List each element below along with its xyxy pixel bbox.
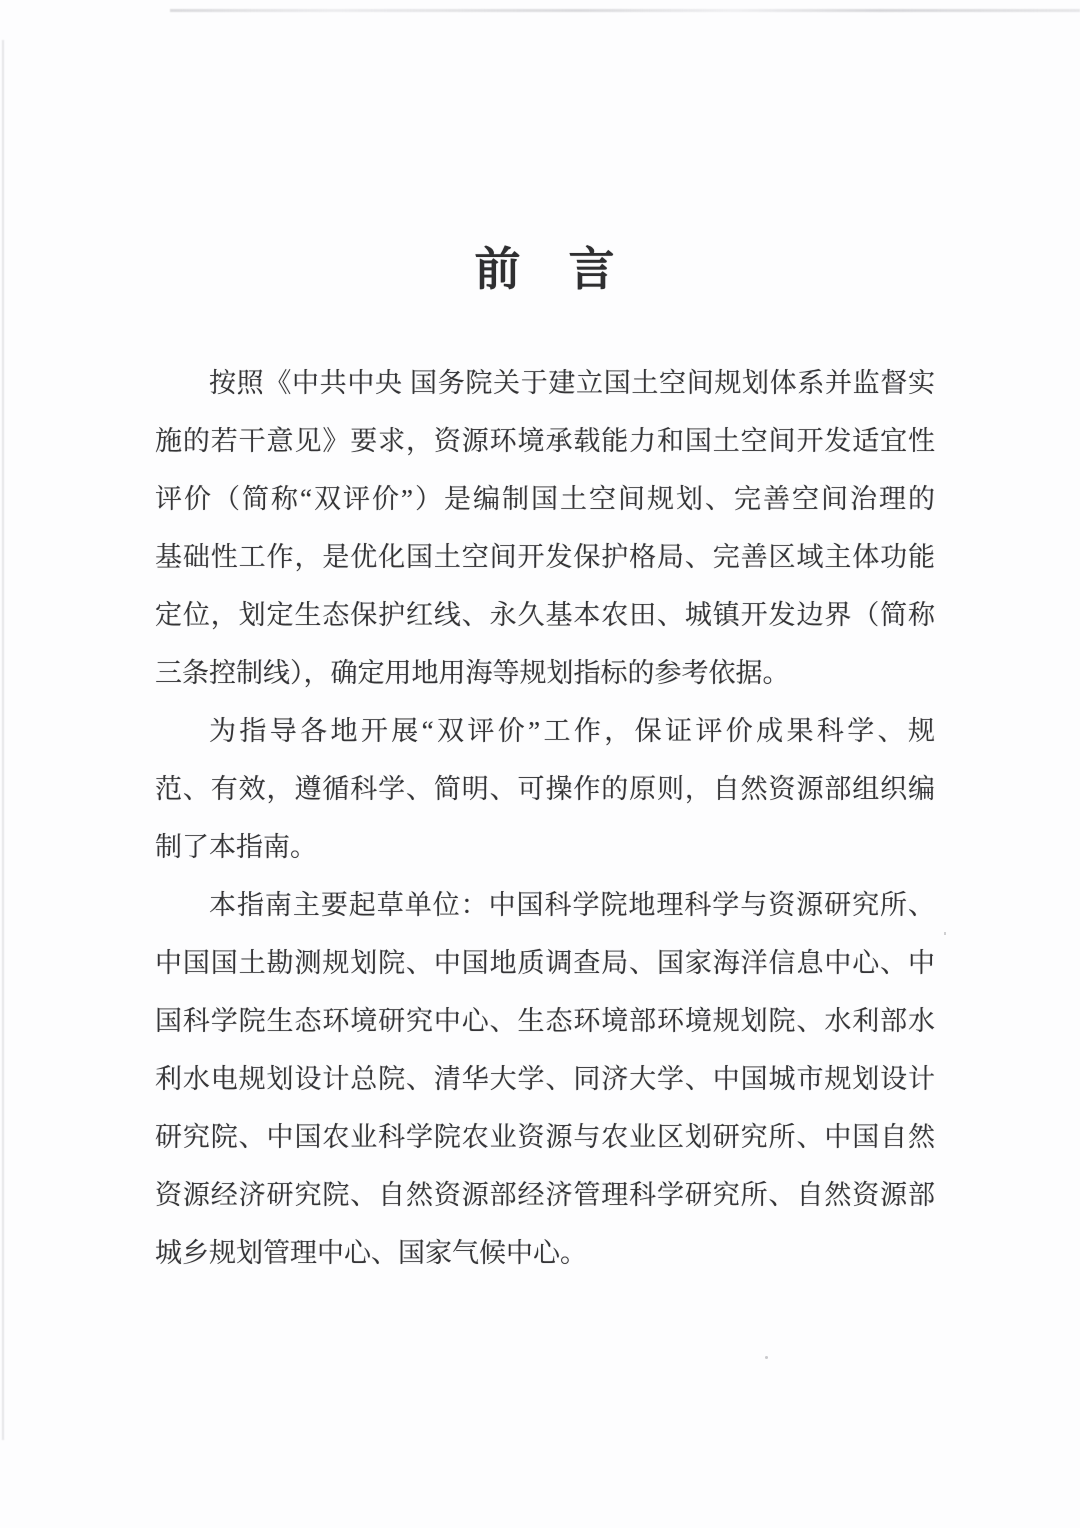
scan-left-edge-artifact [2,40,4,1440]
text-line: 研究院、中国农业科学院农业资源与农业区划研究所、中国自然 [155,1122,935,1152]
text-line: 三条控制线），确定用地用海等规划指标的参考依据。 [155,658,790,688]
text-line: 中国国土勘测规划院、中国地质调查局、国家海洋信息中心、中 [155,948,935,978]
text-line: 资源经济研究院、自然资源部经济管理科学研究所、自然资源部 [155,1180,935,1210]
page-title: 前 言 [474,244,616,295]
text-line: 定位，划定生态保护红线、永久基本农田、城镇开发边界（简称 [155,600,935,630]
scan-top-edge-artifact [170,9,1080,12]
preface-body [155,354,935,1282]
text-line: 本指南主要起草单位：中国科学院地理科学与资源研究所、 [209,890,935,920]
text-line: 城乡规划管理中心、国家气候中心。 [155,1238,587,1268]
text-line: 制了本指南。 [155,832,317,862]
text-line: 利水电规划设计总院、清华大学、同济大学、中国城市规划设计 [155,1064,935,1094]
text-line: 国科学院生态环境研究中心、生态环境部环境规划院、水利部水 [155,1006,935,1036]
scan-speck [944,932,946,935]
text-line: 评价（简称“双评价”）是编制国土空间规划、完善空间治理的 [155,484,935,514]
text-line: 按照《中共中央 国务院关于建立国土空间规划体系并监督实 [209,368,935,398]
text-line: 基础性工作，是优化国土空间开发保护格局、完善区域主体功能 [155,542,935,572]
scan-speck [765,1356,768,1359]
text-line: 为指导各地开展“双评价”工作，保证评价成果科学、规 [209,716,935,746]
text-line: 施的若干意见》要求，资源环境承载能力和国土空间开发适宜性 [155,426,935,456]
text-line: 范、有效，遵循科学、简明、可操作的原则，自然资源部组织编 [155,774,935,804]
